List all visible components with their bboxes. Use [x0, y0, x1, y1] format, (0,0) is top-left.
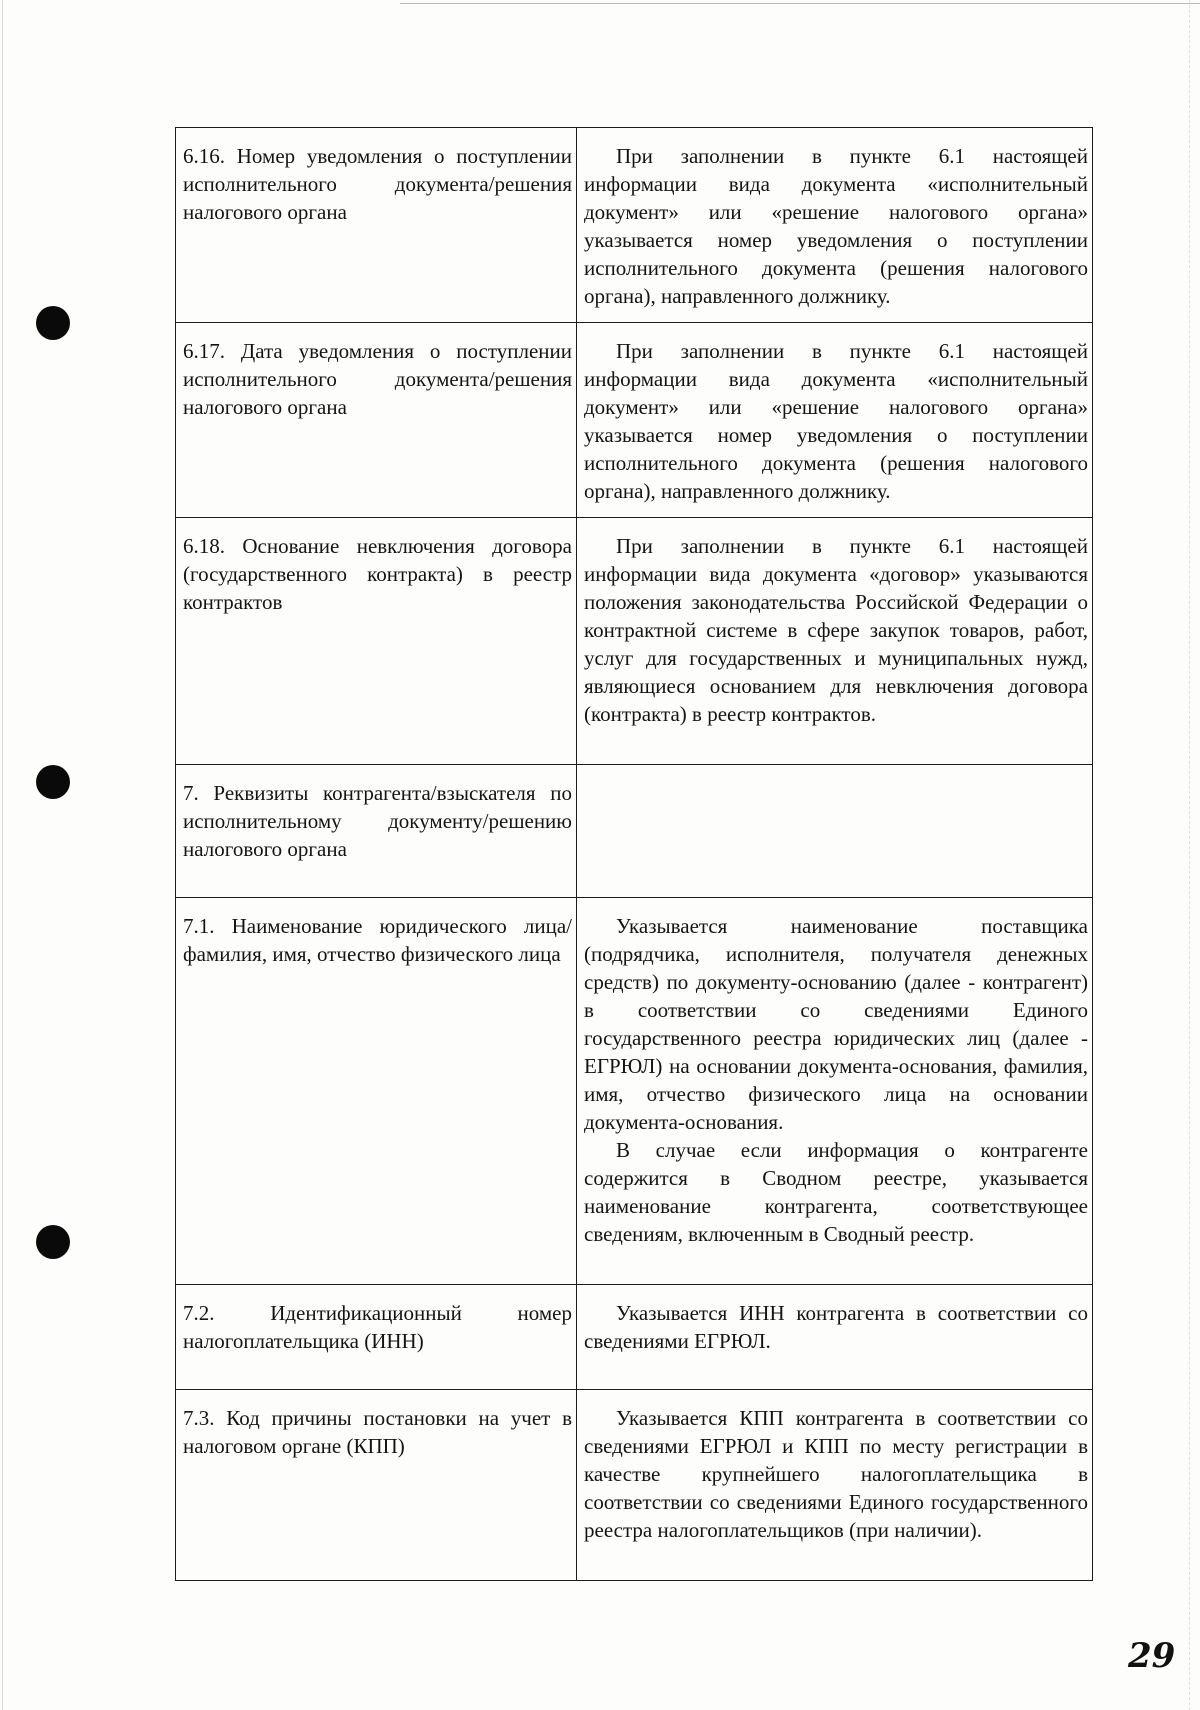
field-name-cell: [176, 1390, 577, 1581]
table-row: [176, 128, 1093, 323]
field-description-cell: [577, 898, 1093, 1285]
field-description-cell: [577, 765, 1093, 898]
field-description: Указывается КПП контрагента в соответствии со сведениями ЕГРЮЛ и КПП по месту регистрации в качестве крупнейшего налогоплательщика в соответствии со сведениями Единого государственного реестра налогоплательщиков (при наличии).: [584, 1406, 1088, 1542]
field-description-cell: [577, 1285, 1093, 1390]
punch-hole: [36, 765, 70, 799]
scan-left-edge: [2, 0, 3, 1710]
field-description: При заполнении в пункте 6.1 настоящей информации вида документа «договор» указываются положения законодательства Российской Федерации о контрактной системе в сфере закупок товаров, работ, услуг для государственных и муниципальных нужд, являющиеся основанием для невключения договора (контракта) в реестр контрактов.: [584, 534, 1088, 726]
scan-right-edge: [1189, 0, 1190, 1710]
field-description-cell: [577, 323, 1093, 518]
scan-top-edge: [400, 3, 1200, 4]
field-name-cell: [176, 323, 577, 518]
field-name: 7.2. Идентификационный номер налогоплательщика (ИНН): [183, 1301, 572, 1353]
page-number: 29: [1128, 1636, 1176, 1676]
field-name: 7.3. Код причины постановки на учет в налоговом органе (КПП): [183, 1406, 572, 1458]
table-row: [176, 1285, 1093, 1390]
table-row: [176, 518, 1093, 765]
table-row: [176, 323, 1093, 518]
field-name-cell: [176, 765, 577, 898]
field-description-cell: [577, 1390, 1093, 1581]
table-row: [176, 898, 1093, 1285]
field-description: Указывается ИНН контрагента в соответствии со сведениями ЕГРЮЛ.: [584, 1301, 1088, 1353]
table-row: [176, 1390, 1093, 1581]
table-row: [176, 765, 1093, 898]
punch-hole: [36, 1225, 70, 1259]
field-description: При заполнении в пункте 6.1 настоящей информации вида документа «исполнительный документ» или «решение налогового органа» указывается номер уведомления о поступлении исполнительного документа (решения налогового органа), направленного должнику.: [584, 339, 1088, 503]
field-description: Указывается наименование поставщика (подрядчика, исполнителя, получателя денежных средств) по документу-основанию (далее - контрагент) в соответствии со сведениями Единого государственного реестра юридических лиц (далее - ЕГРЮЛ) на основании документа-основания, фамилия, имя, отчество физического лица на основании документа-основания.: [584, 914, 1088, 1134]
punch-hole: [36, 306, 70, 340]
requirements-table: [175, 127, 1093, 1581]
field-description: При заполнении в пункте 6.1 настоящей информации вида документа «исполнительный документ» или «решение налогового органа» указывается номер уведомления о поступлении исполнительного документа (решения налогового органа), направленного должнику.: [584, 144, 1088, 308]
field-name: 6.17. Дата уведомления о поступлении исполнительного документа/решения налогового органа: [183, 339, 572, 419]
field-name: 7. Реквизиты контрагента/взыскателя по исполнительному документу/решению налогового органа: [183, 781, 572, 861]
field-name-cell: [176, 518, 577, 765]
field-name: 6.18. Основание невключения договора (государственного контракта) в реестр контрактов: [183, 534, 572, 614]
field-description-cell: [577, 128, 1093, 323]
field-name-cell: [176, 898, 577, 1285]
field-name-cell: [176, 128, 577, 323]
field-description-cell: [577, 518, 1093, 765]
field-description: В случае если информация о контрагенте содержится в Сводном реестре, указывается наименование контрагента, соответствующее сведениям, включенным в Сводный реестр.: [584, 1138, 1088, 1246]
field-name: 7.1. Наименование юридического лица/фамилия, имя, отчество физического лица: [183, 914, 572, 966]
field-name-cell: [176, 1285, 577, 1390]
field-name: 6.16. Номер уведомления о поступлении исполнительного документа/решения налогового органа: [183, 144, 572, 224]
